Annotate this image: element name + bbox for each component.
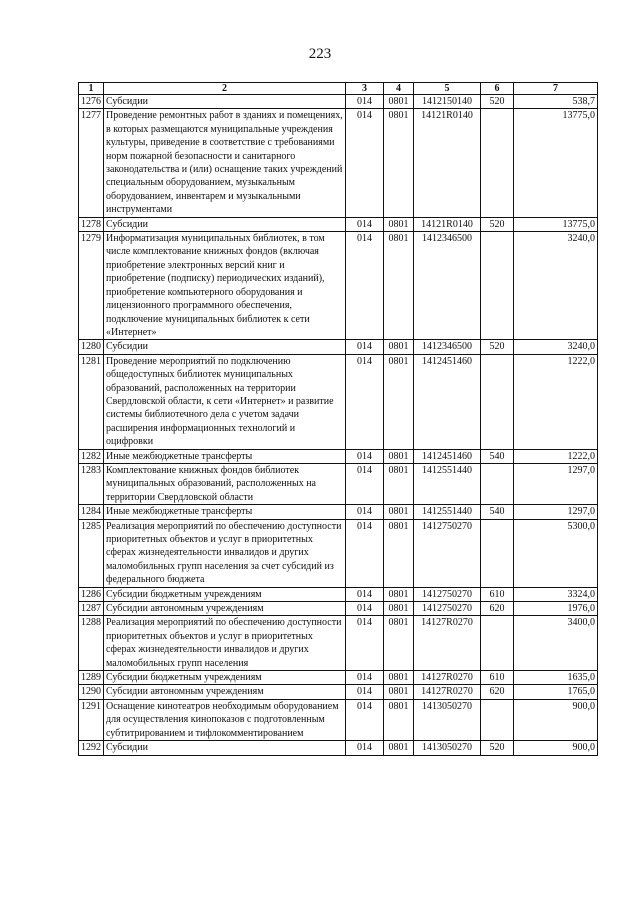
column-header: 6 [481,83,514,95]
amount-cell: 3240,0 [514,232,598,340]
target-code-cell: 14121R0140 [414,217,481,231]
row-name-cell: Субсидии [104,217,346,231]
row-number-cell: 1292 [79,741,104,755]
section-code-cell: 0801 [384,685,414,699]
row-name-cell: Субсидии автономным учреждениям [104,685,346,699]
row-number-cell: 1279 [79,232,104,340]
column-header: 1 [79,83,104,95]
table-row [79,449,598,463]
row-number-cell: 1285 [79,519,104,587]
target-code-cell: 1412750270 [414,519,481,587]
target-code-cell: 14121R0140 [414,109,481,217]
section-code-cell: 0801 [384,699,414,740]
section-code-cell: 0801 [384,587,414,601]
expense-type-cell: 620 [481,685,514,699]
row-name-cell: Информатизация муниципальных библиотек, в том числе комплектование книжных фондов (включая приобретение электронных версий книг и приобретение (подписку) периодических изданий), приобретение компьютерного оборудования и лицензионного программного обеспечения, подключение муниципальных библиотек к сети «Интернет» [104,232,346,340]
ministry-code-cell: 014 [346,741,384,755]
section-code-cell: 0801 [384,95,414,109]
budget-table [78,82,598,756]
ministry-code-cell: 014 [346,505,384,519]
section-code-cell: 0801 [384,671,414,685]
expense-type-cell [481,616,514,671]
row-name-cell: Оснащение кинотеатров необходимым оборудованием для осуществления кинопоказов с подготовленным субтитрированием и тифлокомментированием [104,699,346,740]
target-code-cell: 1412451460 [414,449,481,463]
table-row [79,505,598,519]
row-number-cell: 1288 [79,616,104,671]
target-code-cell: 1412750270 [414,587,481,601]
page-number: 223 [308,46,332,62]
amount-cell: 1765,0 [514,685,598,699]
row-name-cell: Проведение ремонтных работ в зданиях и помещениях, в которых размещаются муниципальные учреждения культуры, приведение в соответствие с требованиями норм пожарной безопасности и санитарного законодательства и (или) оснащение таких учреждений специальным оборудованием, музыкальным оборудованием, инвентарем и музыкальными инструментами [104,109,346,217]
row-number-cell: 1278 [79,217,104,231]
row-number-cell: 1276 [79,95,104,109]
target-code-cell: 1412750270 [414,602,481,616]
row-name-cell: Субсидии автономным учреждениям [104,602,346,616]
row-number-cell: 1277 [79,109,104,217]
table-row [79,217,598,231]
row-number-cell: 1280 [79,340,104,354]
ministry-code-cell: 014 [346,232,384,340]
amount-cell: 900,0 [514,699,598,740]
expense-type-cell [481,232,514,340]
target-code-cell: 14127R0270 [414,671,481,685]
ministry-code-cell: 014 [346,463,384,504]
section-code-cell: 0801 [384,505,414,519]
ministry-code-cell: 014 [346,449,384,463]
amount-cell: 1976,0 [514,602,598,616]
expense-type-cell: 520 [481,95,514,109]
expense-type-cell [481,699,514,740]
ministry-code-cell: 014 [346,616,384,671]
table-row [79,671,598,685]
table-row [79,340,598,354]
expense-type-cell: 620 [481,602,514,616]
ministry-code-cell: 014 [346,602,384,616]
target-code-cell: 1413050270 [414,699,481,740]
ministry-code-cell: 014 [346,109,384,217]
section-code-cell: 0801 [384,741,414,755]
amount-cell: 3324,0 [514,587,598,601]
column-header: 7 [514,83,598,95]
amount-cell: 3400,0 [514,616,598,671]
row-name-cell: Проведение мероприятий по подключению общедоступных библиотек муниципальных образований, расположенных на территории Свердловской области, к сети «Интернет» и развитие системы библиотечного дела с учетом задачи расширения информационных технологий и оцифровки [104,354,346,449]
row-name-cell: Реализация мероприятий по обеспечению доступности приоритетных объектов и услуг в приоритетных сферах жизнедеятельности инвалидов и других маломобильных групп населения [104,616,346,671]
target-code-cell: 14127R0270 [414,685,481,699]
ministry-code-cell: 014 [346,519,384,587]
ministry-code-cell: 014 [346,354,384,449]
table-row [79,354,598,449]
section-code-cell: 0801 [384,232,414,340]
column-header: 5 [414,83,481,95]
section-code-cell: 0801 [384,519,414,587]
row-name-cell: Субсидии бюджетным учреждениям [104,671,346,685]
row-number-cell: 1291 [79,699,104,740]
row-number-cell: 1286 [79,587,104,601]
expense-type-cell: 610 [481,671,514,685]
amount-cell: 900,0 [514,741,598,755]
row-name-cell: Комплектование книжных фондов библиотек муниципальных образований, расположенных на территории Свердловской области [104,463,346,504]
row-number-cell: 1289 [79,671,104,685]
target-code-cell: 1413050270 [414,741,481,755]
ministry-code-cell: 014 [346,685,384,699]
expense-type-cell [481,354,514,449]
ministry-code-cell: 014 [346,671,384,685]
column-header: 4 [384,83,414,95]
target-code-cell: 1412346500 [414,232,481,340]
amount-cell: 13775,0 [514,217,598,231]
row-number-cell: 1283 [79,463,104,504]
expense-type-cell: 520 [481,741,514,755]
section-code-cell: 0801 [384,616,414,671]
table-body [79,95,598,756]
target-code-cell: 14127R0270 [414,616,481,671]
row-number-cell: 1290 [79,685,104,699]
amount-cell: 1297,0 [514,463,598,504]
table-row [79,519,598,587]
amount-cell: 1297,0 [514,505,598,519]
target-code-cell: 1412551440 [414,463,481,504]
target-code-cell: 1412346500 [414,340,481,354]
ministry-code-cell: 014 [346,217,384,231]
row-number-cell: 1284 [79,505,104,519]
row-name-cell: Субсидии [104,95,346,109]
expense-type-cell [481,463,514,504]
row-name-cell: Субсидии [104,741,346,755]
section-code-cell: 0801 [384,449,414,463]
amount-cell: 1222,0 [514,354,598,449]
expense-type-cell [481,519,514,587]
amount-cell: 538,7 [514,95,598,109]
expense-type-cell [481,109,514,217]
table-row [79,699,598,740]
column-header: 2 [104,83,346,95]
amount-cell: 1635,0 [514,671,598,685]
section-code-cell: 0801 [384,463,414,504]
amount-cell: 3240,0 [514,340,598,354]
table-row [79,602,598,616]
table-row [79,587,598,601]
section-code-cell: 0801 [384,602,414,616]
section-code-cell: 0801 [384,109,414,217]
table-row [79,616,598,671]
target-code-cell: 1412551440 [414,505,481,519]
ministry-code-cell: 014 [346,340,384,354]
expense-type-cell: 540 [481,449,514,463]
amount-cell: 1222,0 [514,449,598,463]
row-name-cell: Субсидии бюджетным учреждениям [104,587,346,601]
expense-type-cell: 520 [481,217,514,231]
ministry-code-cell: 014 [346,587,384,601]
table-row [79,741,598,755]
row-name-cell: Иные межбюджетные трансферты [104,449,346,463]
ministry-code-cell: 014 [346,95,384,109]
row-number-cell: 1282 [79,449,104,463]
section-code-cell: 0801 [384,217,414,231]
ministry-code-cell: 014 [346,699,384,740]
expense-type-cell: 540 [481,505,514,519]
row-number-cell: 1281 [79,354,104,449]
row-name-cell: Реализация мероприятий по обеспечению доступности приоритетных объектов и услуг в приоритетных сферах жизнедеятельности инвалидов и других маломобильных групп населения за счет субсидий из федерального бюджета [104,519,346,587]
amount-cell: 5300,0 [514,519,598,587]
column-header: 3 [346,83,384,95]
target-code-cell: 1412150140 [414,95,481,109]
section-code-cell: 0801 [384,340,414,354]
row-number-cell: 1287 [79,602,104,616]
amount-cell: 13775,0 [514,109,598,217]
row-name-cell: Субсидии [104,340,346,354]
table-row [79,463,598,504]
table-row [79,95,598,109]
section-code-cell: 0801 [384,354,414,449]
table-row [79,232,598,340]
target-code-cell: 1412451460 [414,354,481,449]
row-name-cell: Иные межбюджетные трансферты [104,505,346,519]
expense-type-cell: 610 [481,587,514,601]
expense-type-cell: 520 [481,340,514,354]
table-row [79,109,598,217]
table-row [79,685,598,699]
table-header-row [79,83,598,95]
